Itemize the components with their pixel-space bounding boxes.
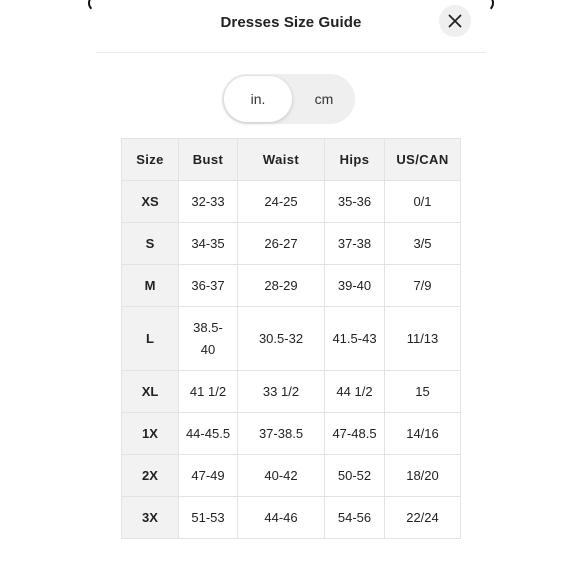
- modal-header: [96, 0, 486, 53]
- hips-cell: 44 1/2: [325, 371, 385, 413]
- size-cell: S: [122, 223, 179, 265]
- table-row: [122, 371, 461, 413]
- table-row: [122, 223, 461, 265]
- waist-cell: 28-29: [238, 265, 325, 307]
- waist-cell: 30.5-32: [238, 307, 325, 371]
- close-icon: [448, 14, 462, 28]
- table-row: [122, 265, 461, 307]
- bust-cell: 36-37: [179, 265, 238, 307]
- column-header-waist: Waist: [238, 139, 325, 181]
- size-cell: 3X: [122, 497, 179, 539]
- us-can-cell: 18/20: [385, 455, 461, 497]
- bust-cell: 41 1/2: [179, 371, 238, 413]
- waist-cell: 33 1/2: [238, 371, 325, 413]
- bust-cell: 34-35: [179, 223, 238, 265]
- unit-option-cm[interactable]: cm: [314, 91, 334, 107]
- waist-cell: 40-42: [238, 455, 325, 497]
- table-row: [122, 307, 461, 371]
- size-cell: M: [122, 265, 179, 307]
- size-cell: 1X: [122, 413, 179, 455]
- unit-option-inches[interactable]: in.: [224, 76, 292, 122]
- table-row: [122, 497, 461, 539]
- size-cell: L: [122, 307, 179, 371]
- us-can-cell: 0/1: [385, 181, 461, 223]
- waist-cell: 44-46: [238, 497, 325, 539]
- size-cell: XS: [122, 181, 179, 223]
- us-can-cell: 22/24: [385, 497, 461, 539]
- hips-cell: 35-36: [325, 181, 385, 223]
- size-table: [121, 138, 461, 539]
- column-header-size: Size: [122, 139, 179, 181]
- hips-cell: 41.5-43: [325, 307, 385, 371]
- hips-cell: 47-48.5: [325, 413, 385, 455]
- waist-cell: 37-38.5: [238, 413, 325, 455]
- bust-cell: 47-49: [179, 455, 238, 497]
- us-can-cell: 14/16: [385, 413, 461, 455]
- size-cell: XL: [122, 371, 179, 413]
- hips-cell: 37-38: [325, 223, 385, 265]
- hips-cell: 54-56: [325, 497, 385, 539]
- table-header-row: [122, 139, 461, 181]
- us-can-cell: 15: [385, 371, 461, 413]
- column-header-hips: Hips: [325, 139, 385, 181]
- table-row: [122, 455, 461, 497]
- us-can-cell: 7/9: [385, 265, 461, 307]
- size-cell: 2X: [122, 455, 179, 497]
- hips-cell: 50-52: [325, 455, 385, 497]
- us-can-cell: 11/13: [385, 307, 461, 371]
- hips-cell: 39-40: [325, 265, 385, 307]
- waist-cell: 26-27: [238, 223, 325, 265]
- bust-cell: 38.5-40: [179, 307, 238, 371]
- table-row: [122, 413, 461, 455]
- table-row: [122, 181, 461, 223]
- bust-cell: 44-45.5: [179, 413, 238, 455]
- column-header-us-can: US/CAN: [385, 139, 461, 181]
- close-button[interactable]: [439, 5, 471, 37]
- waist-cell: 24-25: [238, 181, 325, 223]
- bust-cell: 32-33: [179, 181, 238, 223]
- page-title: Dresses Size Guide: [220, 14, 362, 31]
- bust-cell: 51-53: [179, 497, 238, 539]
- unit-toggle: [222, 74, 355, 124]
- us-can-cell: 3/5: [385, 223, 461, 265]
- column-header-bust: Bust: [179, 139, 238, 181]
